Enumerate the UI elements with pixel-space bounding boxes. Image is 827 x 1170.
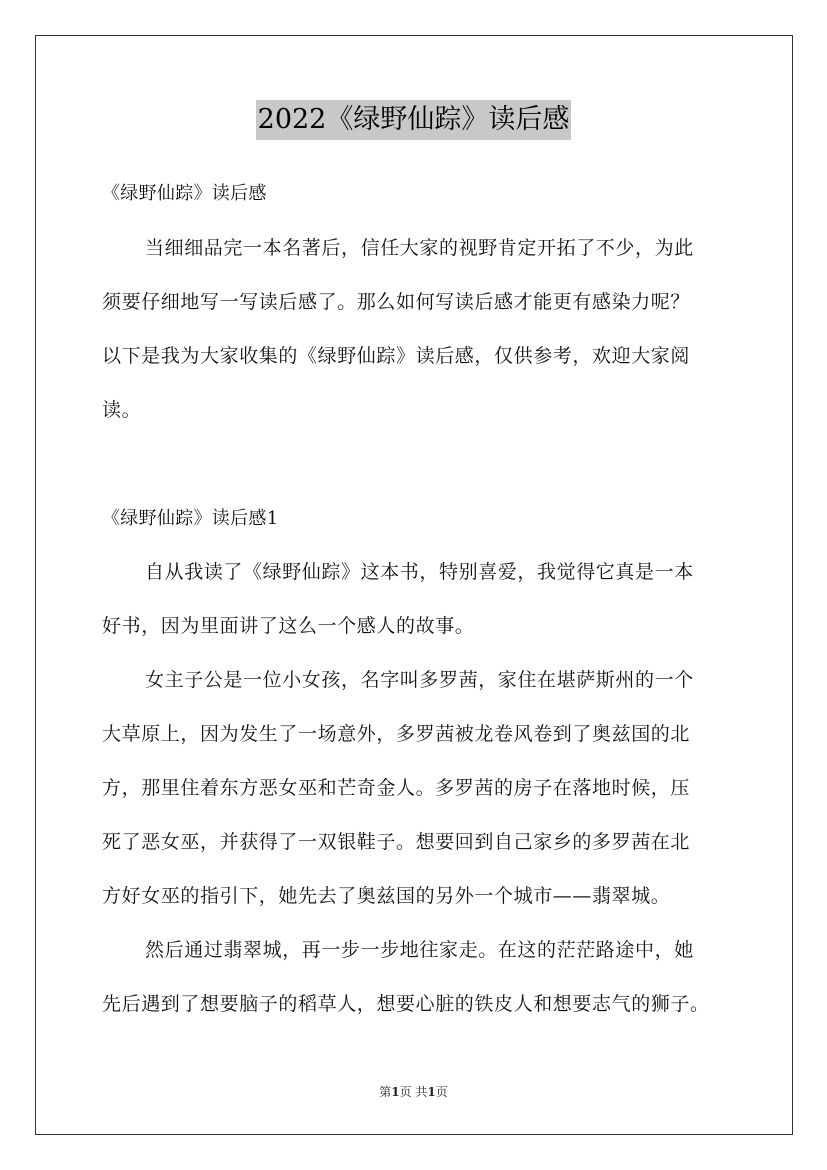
footer-page-current: 1 <box>391 1085 400 1099</box>
section1-line-9: 先后遇到了想要脑子的稻草人，想要心脏的铁皮人和想要志气的狮子。 <box>102 993 710 1015</box>
footer-page-suffix: 页 <box>435 1085 448 1099</box>
intro-line-4: 读。 <box>102 399 142 421</box>
intro-line-2: 须要仔细地写一写读后感了。那么如何写读后感才能更有感染力呢？ <box>102 291 691 313</box>
section1-line-5: 方，那里住着东方恶女巫和芒奇金人。多罗茜的房子在落地时候，压 <box>102 777 691 799</box>
footer-page-prefix: 第 <box>379 1085 392 1099</box>
intro-line-3: 以下是我为大家收集的《绿野仙踪》读后感，仅供参考，欢迎大家阅 <box>102 345 691 367</box>
document-title: 2022《绿野仙踪》读后感 <box>256 100 572 140</box>
section1-line-1: 自从我读了《绿野仙踪》这本书，特别喜爱，我觉得它真是一本 <box>145 561 694 583</box>
intro-heading: 《绿野仙踪》读后感 <box>102 183 267 204</box>
section1-line-4: 大草原上，因为发生了一场意外，多罗茜被龙卷风卷到了奥兹国的北 <box>102 723 691 745</box>
section1-line-7: 方好女巫的指引下，她先去了奥兹国的另外一个城市——翡翠城。 <box>102 885 671 907</box>
title-container <box>0 100 827 140</box>
section1-line-3: 女主子公是一位小女孩，名字叫多罗茜，家住在堪萨斯州的一个 <box>145 669 694 691</box>
page-footer <box>0 1083 827 1100</box>
section1-line-2: 好书，因为里面讲了这么一个感人的故事。 <box>102 615 475 637</box>
footer-page-total: 1 <box>427 1085 436 1099</box>
section1-line-6: 死了恶女巫，并获得了一双银鞋子。想要回到自己家乡的多罗茜在北 <box>102 831 691 853</box>
section1-line-8: 然后通过翡翠城，再一步一步地往家走。在这的茫茫路途中，她 <box>145 939 694 961</box>
footer-page-mid: 页 共 <box>399 1085 428 1099</box>
intro-line-1: 当细细品完一本名著后，信任大家的视野肯定开拓了不少，为此 <box>145 237 694 259</box>
section1-heading: 《绿野仙踪》读后感1 <box>102 508 279 529</box>
